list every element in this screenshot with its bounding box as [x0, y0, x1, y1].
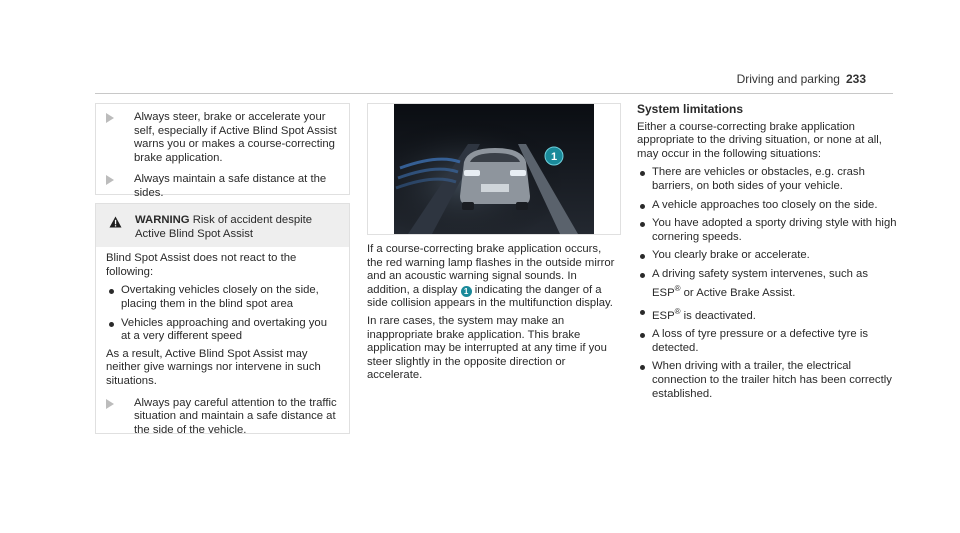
- warning-result: As a result, Active Blind Spot Assist may neither give warnings nor intervene in such situations.: [106, 347, 321, 387]
- callout-marker: [545, 147, 563, 165]
- bullet-dot-icon: [640, 204, 645, 209]
- bullet-dot-icon: [640, 171, 645, 176]
- bullet-dot-icon: [640, 222, 645, 227]
- system-limitations-section: [637, 103, 899, 401]
- list-item: When driving with a trailer, the electrical connection to the trailer hitch has been correctly established.: [637, 360, 899, 401]
- list-item: There are vehicles or obstacles, e.g. crash barriers, on both sides of your vehicle.: [637, 166, 899, 193]
- bullet-dot-icon: [640, 273, 645, 278]
- svg-text:1: 1: [550, 151, 558, 163]
- bullet-dot-icon: [640, 254, 645, 259]
- arrow-bullet-icon: [106, 399, 114, 409]
- warning-triangle-icon: [109, 216, 122, 228]
- bullet-dot-icon: [640, 333, 645, 338]
- header-title: Driving and parking: [736, 72, 840, 86]
- bullet-dot-icon: [640, 310, 645, 315]
- instruction-box-top: [95, 103, 350, 199]
- list-item: You clearly brake or accelerate.: [637, 249, 899, 263]
- list-item: You have adopted a sporty driving style with high cornering speeds.: [637, 217, 899, 244]
- section-intro: Either a course-correcting brake application appropriate to the driving situation, or none at all, may occur in the following situations:: [637, 120, 882, 160]
- list-item: A vehicle approaches too closely on the side.: [637, 199, 899, 213]
- blind-spot-illustration: [368, 104, 620, 234]
- paragraph: In rare cases, the system may make an inappropriate brake application. This brake application may be interrupted at any time if you steer slightly in the opposite direction or accelerate.: [367, 314, 607, 382]
- warning-box: [95, 203, 350, 434]
- instruction-item: Always maintain a safe distance at the sides.: [106, 173, 339, 200]
- section-title: System limitations: [637, 102, 744, 116]
- page-number: 233: [845, 72, 866, 86]
- list-item: A driving safety system intervenes, such as ESP® or Active Brake Assist.: [637, 268, 899, 300]
- illustration-frame: [367, 103, 621, 235]
- warning-keyword: WARNING: [135, 214, 190, 226]
- running-header: [737, 72, 866, 86]
- bullet-dot-icon: [109, 289, 114, 294]
- list-item: ESP® is deactivated.: [637, 305, 899, 323]
- instruction-item: Always steer, brake or accelerate your self, especially if Active Blind Spot Assist warns you or makes a course-correcting brake application.: [106, 111, 339, 165]
- header-rule: [95, 93, 893, 94]
- list-item: Overtaking vehicles closely on the side, placing them in the blind spot area: [106, 284, 339, 311]
- warning-intro: Blind Spot Assist does not react to the following:: [106, 252, 297, 278]
- callout-1-icon: 1: [461, 286, 472, 297]
- bullet-dot-icon: [640, 365, 645, 370]
- instruction-item: Always pay careful attention to the traffic situation and maintain a safe distance at the side of the vehicle.: [106, 397, 339, 438]
- arrow-bullet-icon: [106, 113, 114, 123]
- car-rear-view: [460, 148, 530, 210]
- list-item: A loss of tyre pressure or a defective tyre is detected.: [637, 328, 899, 355]
- list-item: Vehicles approaching and overtaking you at a very different speed: [106, 317, 339, 344]
- arrow-bullet-icon: [106, 175, 114, 185]
- bullet-dot-icon: [109, 322, 114, 327]
- paragraph: If a course-correcting brake application occurs, the red warning lamp flashes in the outside mirror and an acoustic warning signal sounds. In addition, a display 1 indicating the danger of a side collision appears in the multifunction display.: [367, 243, 615, 310]
- brake-application-text: [367, 243, 619, 383]
- warning-header: WARNING Risk of accident despite Active Blind Spot Assist: [96, 204, 349, 247]
